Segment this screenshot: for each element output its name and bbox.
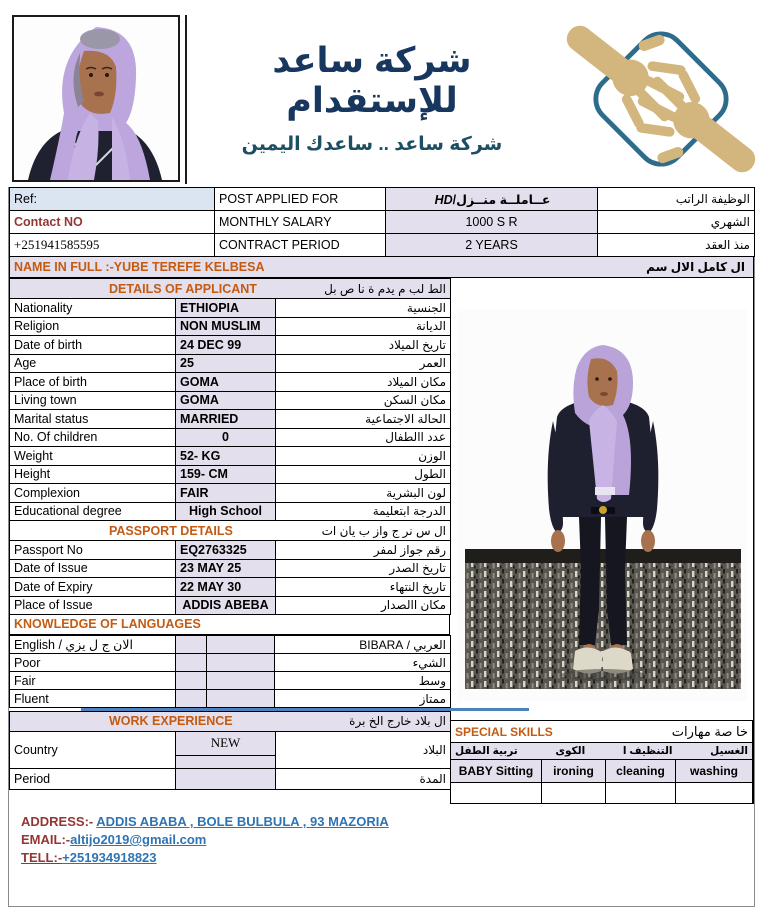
skill-value-cell <box>606 783 676 804</box>
post-value-arabic: عــاملــة منــزل/ <box>452 192 551 207</box>
row-label: Complexion <box>10 484 176 503</box>
contact-post-table <box>9 187 755 257</box>
row-label: Religion <box>10 317 176 336</box>
fullbody-photo-illustration <box>457 309 747 701</box>
row-arabic: الوزن <box>276 447 451 466</box>
language-cell <box>207 672 275 690</box>
country-arabic: البلاد <box>276 731 451 768</box>
details-title: DETAILS OF APPLICANT <box>109 281 257 296</box>
row-value: 0 <box>176 428 276 447</box>
row-arabic: الطول <box>276 465 451 484</box>
row-arabic: الديانة <box>276 317 451 336</box>
row-value: MARRIED <box>176 410 276 429</box>
post-value-hd: HD <box>434 192 453 207</box>
row-label: Date of Expiry <box>10 578 176 597</box>
applicant-fullbody-photo <box>457 309 747 701</box>
row-label: Educational degree <box>10 502 176 521</box>
row-arabic: رقم جواز لمفر <box>276 541 451 560</box>
tell-link[interactable]: +251934918823 <box>62 850 157 865</box>
main-body <box>9 278 754 804</box>
skill-value-cell <box>542 783 606 804</box>
name-in-full-text: NAME IN FULL :-YUBE TEREFE KELBESA <box>14 260 265 274</box>
language-row-label: Fluent <box>10 690 176 708</box>
skills-arabic-row <box>451 743 753 760</box>
skill-value-cell <box>451 783 542 804</box>
left-column <box>9 278 450 804</box>
address-label: ADDRESS:- <box>21 814 94 829</box>
work-experience-table <box>9 711 451 790</box>
row-label: Marital status <box>10 410 176 429</box>
row-arabic: الدرجة ابتعليمة <box>276 502 451 521</box>
row-value: EQ2763325 <box>176 541 276 560</box>
contract-period-value: 2 YEARS <box>386 234 598 257</box>
row-label: Age <box>10 354 176 373</box>
company-subtitle: شركة ساعد .. ساعدك اليمين <box>241 134 503 155</box>
row-value: GOMA <box>176 391 276 410</box>
language-row-label: Fair <box>10 672 176 690</box>
right-column <box>450 278 754 804</box>
company-title: شركة ساعد للإستقدام <box>272 41 472 120</box>
header-brand-area <box>187 15 757 182</box>
details-of-applicant-table <box>9 278 451 615</box>
name-in-full-arabic: ال كامل الال سم <box>646 260 745 274</box>
email-link[interactable]: altijo2019@gmail.com <box>70 832 207 847</box>
row-arabic: عدد االطفال <box>276 428 451 447</box>
language-cell <box>207 690 275 708</box>
row-label: Living town <box>10 391 176 410</box>
language-cell <box>207 636 275 654</box>
skill-babysitting: BABY Sitting <box>451 760 542 783</box>
row-label: Place of birth <box>10 373 176 392</box>
monthly-salary-arabic: الشهري <box>598 211 755 234</box>
skills-title-arabic: خا صة مهارات <box>671 723 749 739</box>
row-label: No. Of children <box>10 428 176 447</box>
row-value: FAIR <box>176 484 276 503</box>
row-value: 22 MAY 30 <box>176 578 276 597</box>
row-label: Place of Issue <box>10 596 176 615</box>
name-in-full-bar <box>9 257 754 278</box>
work-empty-cell <box>176 755 276 768</box>
skill-arabic-washing: الغسيل <box>710 745 748 757</box>
language-cell <box>176 636 207 654</box>
row-value: ADDIS ABEBA <box>176 596 276 615</box>
row-arabic: مكان الميلاد <box>276 373 451 392</box>
passport-header <box>10 521 451 541</box>
row-value: 159- CM <box>176 465 276 484</box>
row-value: NON MUSLIM <box>176 317 276 336</box>
work-title-arabic: ال بلاد خارج الخ برة <box>349 714 447 728</box>
company-logo <box>565 17 757 181</box>
country-value: NEW <box>176 731 276 755</box>
language-cell <box>176 654 207 672</box>
details-title-arabic: الط لب م يدم ة نا ص بل <box>324 281 447 296</box>
row-label: Nationality <box>10 299 176 318</box>
skills-header <box>451 721 753 743</box>
row-arabic: مكان االصدار <box>276 596 451 615</box>
post-applied-arabic: الوظيفة الراتب <box>598 188 755 211</box>
row-label: Weight <box>10 447 176 466</box>
language-row-arabic: وسط <box>275 672 451 690</box>
row-label: Date of Issue <box>10 559 176 578</box>
tell-label: TELL:- <box>21 850 63 865</box>
row-value: ETHIOPIA <box>176 299 276 318</box>
document-body <box>8 187 755 907</box>
row-value: 25 <box>176 354 276 373</box>
email-label: EMAIL:- <box>21 832 71 847</box>
language-cell <box>176 690 207 708</box>
row-value: 23 MAY 25 <box>176 559 276 578</box>
language-cell <box>207 654 275 672</box>
row-value: 24 DEC 99 <box>176 336 276 355</box>
post-applied-label: POST APPLIED FOR <box>215 188 386 211</box>
passport-title-arabic: ال س نر ج واز ب يان ات <box>321 523 447 538</box>
skill-cleaning: cleaning <box>606 760 676 783</box>
languages-table <box>9 635 451 708</box>
languages-header: KNOWLEDGE OF LANGUAGES <box>9 615 450 635</box>
row-arabic: تاريخ الصدر <box>276 559 451 578</box>
portrait-photo-illustration <box>14 17 178 180</box>
skills-title: SPECIAL SKILLS <box>455 724 553 739</box>
skill-value-cell <box>676 783 753 804</box>
language-row-label: English / الان ج ل يزي <box>10 636 176 654</box>
row-value: 52- KG <box>176 447 276 466</box>
work-title: WORK EXPERIENCE <box>109 714 233 728</box>
section-divider-line <box>81 708 529 711</box>
skill-arabic-ironing: الكوى <box>555 745 586 757</box>
row-arabic: مكان السكن <box>276 391 451 410</box>
country-label: Country <box>10 731 176 768</box>
passport-title: PASSPORT DETAILS <box>109 523 233 538</box>
monthly-salary-value: 1000 S R <box>386 211 598 234</box>
details-header <box>10 279 451 299</box>
period-label: Period <box>10 768 176 789</box>
row-arabic: تاريخ الميلاد <box>276 336 451 355</box>
document-header <box>0 0 763 184</box>
language-row-arabic: الشيء <box>275 654 451 672</box>
post-applied-value <box>386 188 598 211</box>
language-row-label: Poor <box>10 654 176 672</box>
row-arabic: الحالة الاجتماعية <box>276 410 451 429</box>
period-arabic: المدة <box>276 768 451 789</box>
skill-ironing: ironing <box>542 760 606 783</box>
skill-washing: washing <box>676 760 753 783</box>
contact-footer <box>9 804 754 896</box>
row-arabic: الجنسية <box>276 299 451 318</box>
row-label: Height <box>10 465 176 484</box>
monthly-salary-label: MONTHLY SALARY <box>215 211 386 234</box>
period-value <box>176 768 276 789</box>
special-skills-table <box>450 720 753 804</box>
skill-arabic-babysitting: تربية الطفل <box>455 745 518 757</box>
work-header <box>10 711 451 731</box>
contract-period-arabic: منذ العقد <box>598 234 755 257</box>
contact-no-label: Contact NO <box>10 211 215 234</box>
language-row-arabic: ممتاز <box>275 690 451 708</box>
company-titles <box>187 41 565 156</box>
row-arabic: العمر <box>276 354 451 373</box>
contract-period-label: CONTRACT PERIOD <box>215 234 386 257</box>
ref-label: Ref: <box>10 188 215 211</box>
hands-diamond-logo-icon <box>565 17 757 181</box>
row-label: Passport No <box>10 541 176 560</box>
skill-arabic-cleaning: التنظيف ا <box>622 745 673 757</box>
row-arabic: تاريخ النتهاء <box>276 578 451 597</box>
row-arabic: لون البشرية <box>276 484 451 503</box>
row-label: Date of birth <box>10 336 176 355</box>
language-row-arabic: العربي / BIBARA <box>275 636 451 654</box>
row-value: High School <box>176 502 276 521</box>
language-cell <box>176 672 207 690</box>
applicant-portrait-photo <box>12 15 180 182</box>
contact-phone-value: +251941585595 <box>10 234 215 257</box>
row-value: GOMA <box>176 373 276 392</box>
address-link[interactable]: ADDIS ABABA , BOLE BULBULA , 93 MAZORIA <box>96 814 389 829</box>
